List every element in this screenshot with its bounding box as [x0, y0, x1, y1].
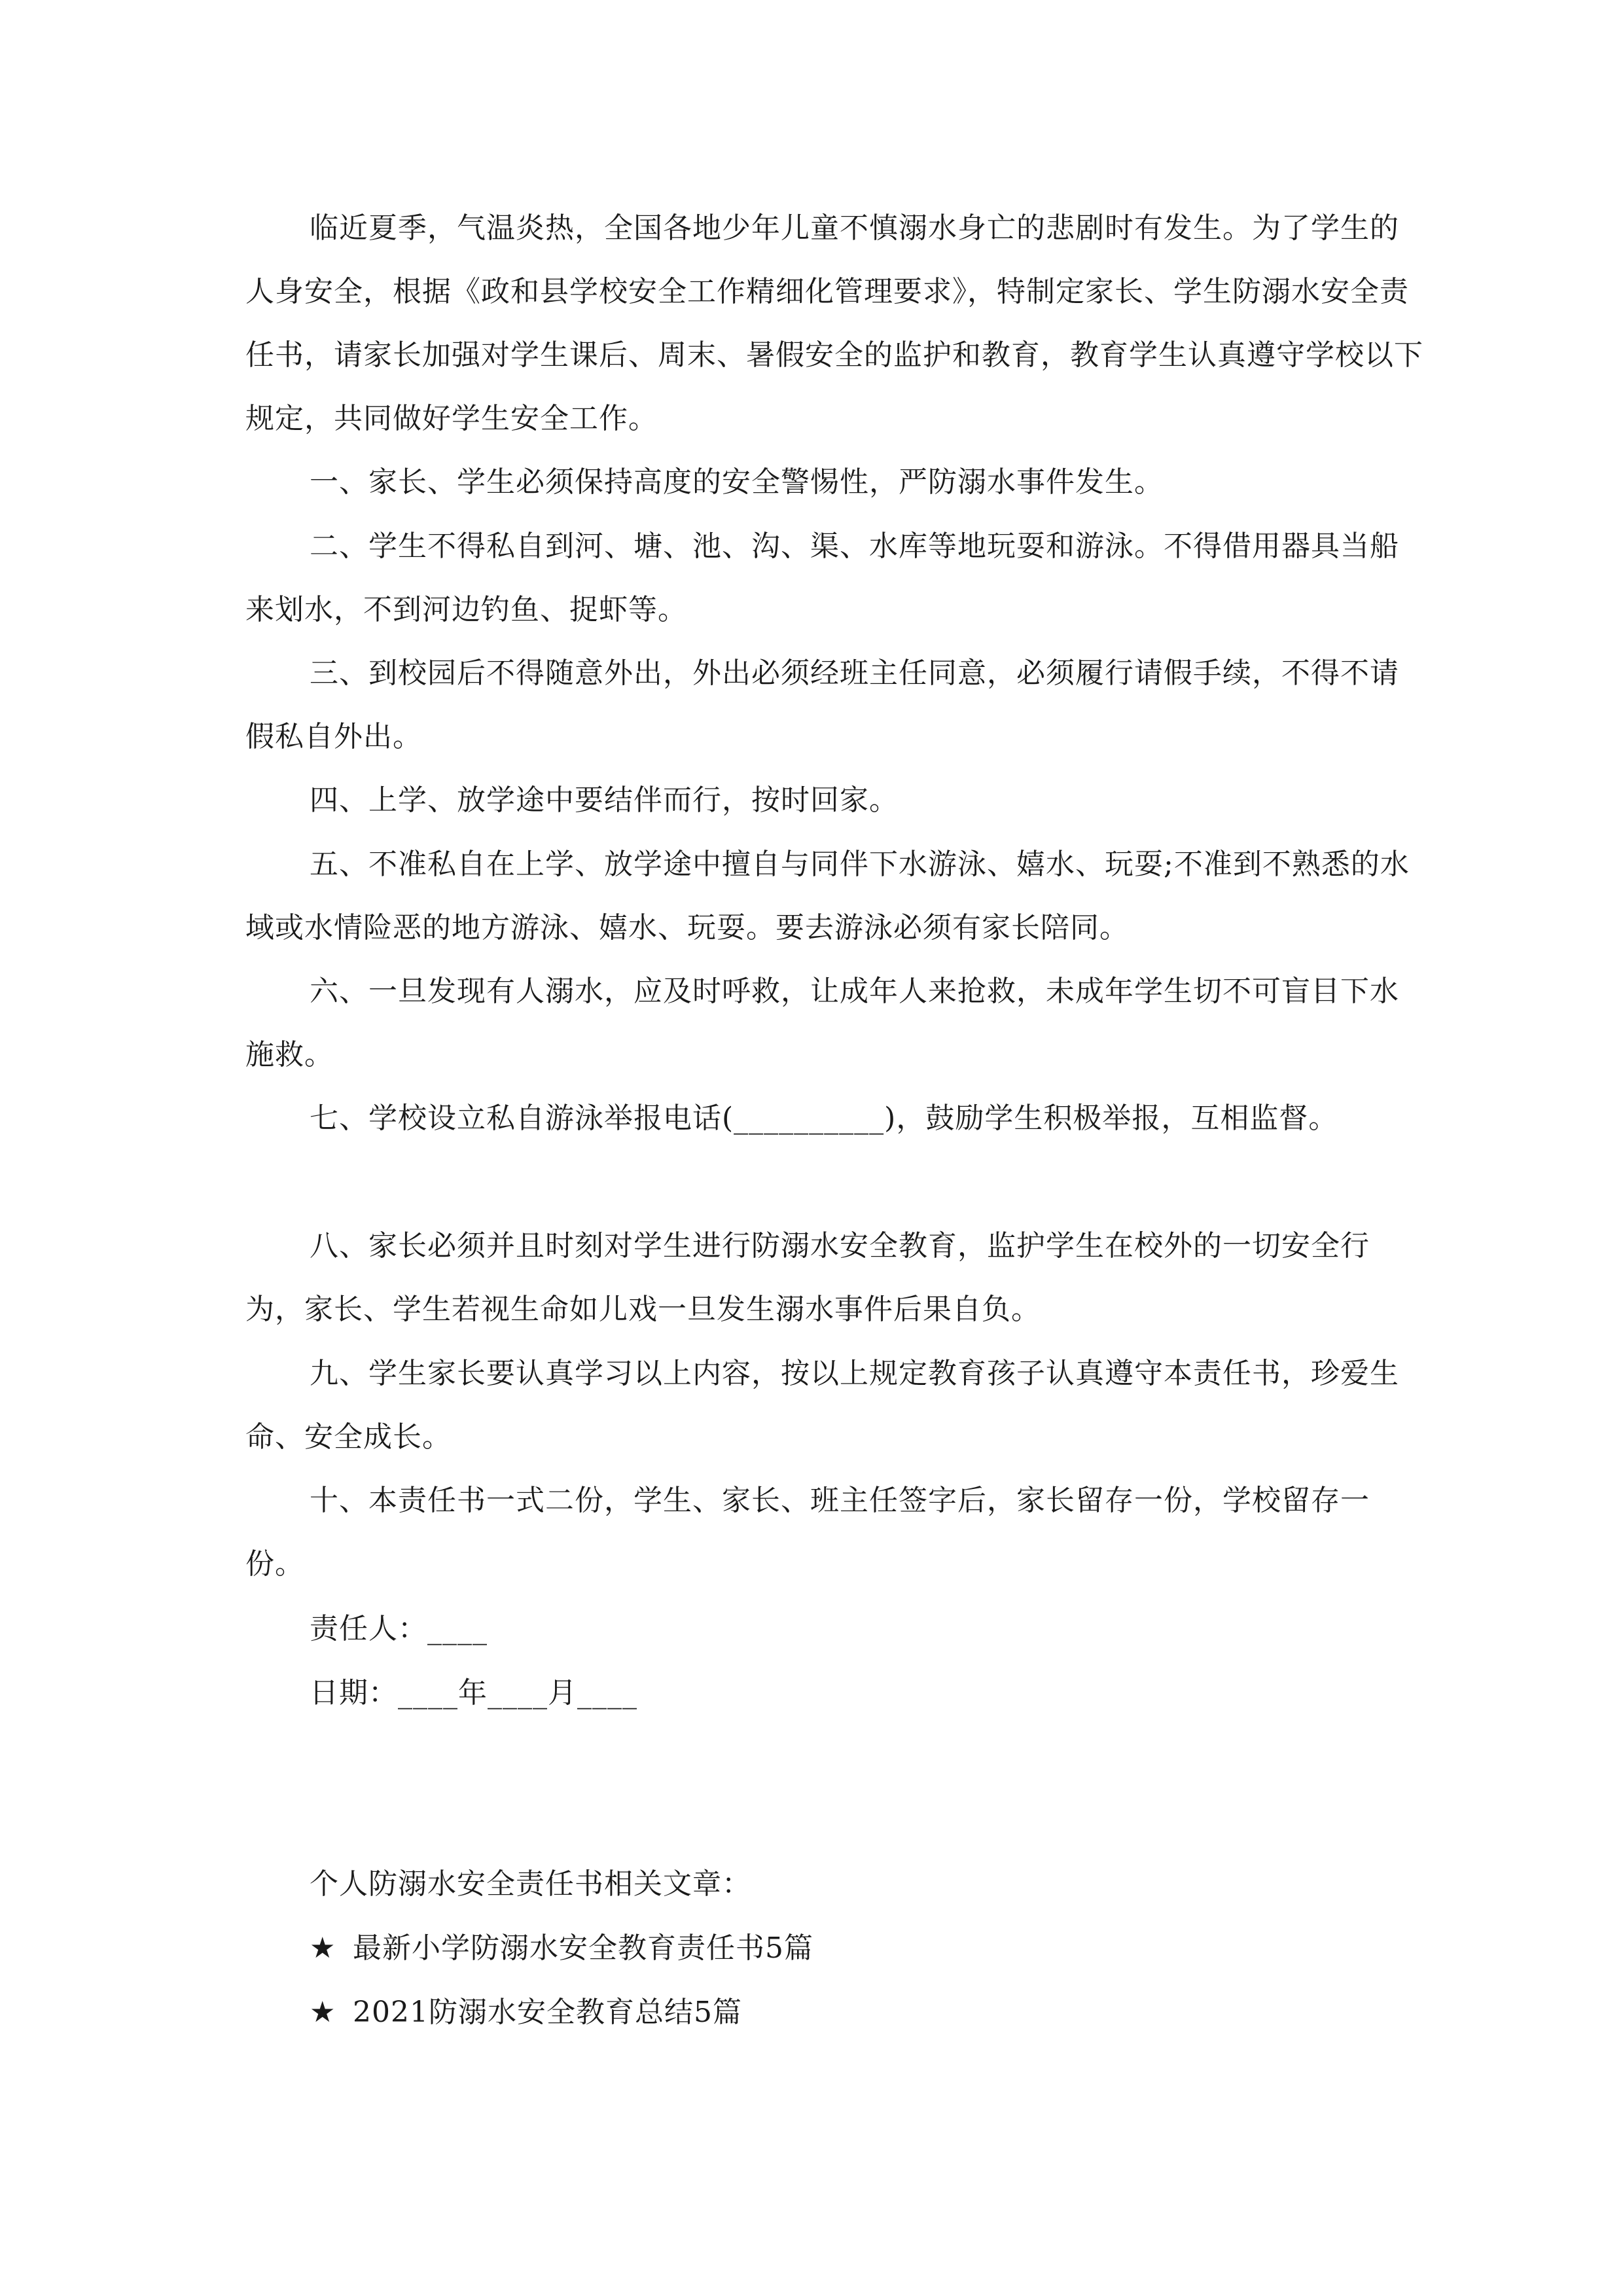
- rule-10: 十、本责任书一式二份，学生、家长、班主任签字后，家长留存一份，学校留存一份。: [245, 1484, 1370, 1581]
- rule-3: 三、到校园后不得随意外出，外出必须经班主任同意，必须履行请假手续，不得不请假私自外出。: [245, 656, 1399, 753]
- rule-8: 八、家长必须并且时刻对学生进行防溺水安全教育，监护学生在校外的一切安全行为，家长、学生若视生命如儿戏一旦发生溺水事件后果自负。: [245, 1229, 1370, 1326]
- signature-date: 日期：____年____月____: [310, 1676, 637, 1710]
- star-icon: ★: [310, 1996, 336, 2029]
- rule-5: 五、不准私自在上学、放学途中擅自与同伴下水游泳、嬉水、玩耍;不准到不熟悉的水域或水情险恶的地方游泳、嬉水、玩耍。要去游泳必须有家长陪同。: [245, 848, 1410, 944]
- rule-2: 二、学生不得私自到河、塘、池、沟、渠、水库等地玩耍和游泳。不得借用器具当船来划水，不到河边钓鱼、捉虾等。: [245, 529, 1399, 626]
- intro-paragraph: 临近夏季，气温炎热，全国各地少年儿童不慎溺水身亡的悲剧时有发生。为了学生的人身安全，根据《政和县学校安全工作精细化管理要求》，特制定家长、学生防溺水安全责任书，请家长加强对学生课后、周末、暑假安全的监护和教育，教育学生认真遵守学校以下规定，共同做好学生安全工作。: [245, 211, 1423, 435]
- related-item[interactable]: [310, 1916, 813, 1980]
- rule-6: 六、一旦发现有人溺水，应及时呼救，让成年人来抢救，未成年学生切不可盲目下水施救。: [245, 975, 1399, 1071]
- related-item-title[interactable]: 2021防溺水安全教育总结5篇: [353, 1996, 742, 2029]
- signature-responsible: 责任人：____: [310, 1612, 488, 1645]
- rule-4: 四、上学、放学途中要结伴而行，按时回家。: [310, 783, 899, 817]
- related-heading: 个人防溺水安全责任书相关文章：: [310, 1867, 751, 1901]
- rule-9: 九、学生家长要认真学习以上内容，按以上规定教育孩子认真遵守本责任书，珍爱生命、安全成长。: [245, 1357, 1399, 1454]
- related-item[interactable]: [310, 1981, 742, 2044]
- rule-1: 一、家长、学生必须保持高度的安全警惕性，严防溺水事件发生。: [310, 465, 1164, 499]
- related-item-title[interactable]: 最新小学防溺水安全教育责任书5篇: [353, 1931, 813, 1965]
- rule-7: 七、学校设立私自游泳举报电话(__________)，鼓励学生积极举报，互相监督。: [310, 1102, 1338, 1135]
- star-icon: ★: [310, 1931, 336, 1965]
